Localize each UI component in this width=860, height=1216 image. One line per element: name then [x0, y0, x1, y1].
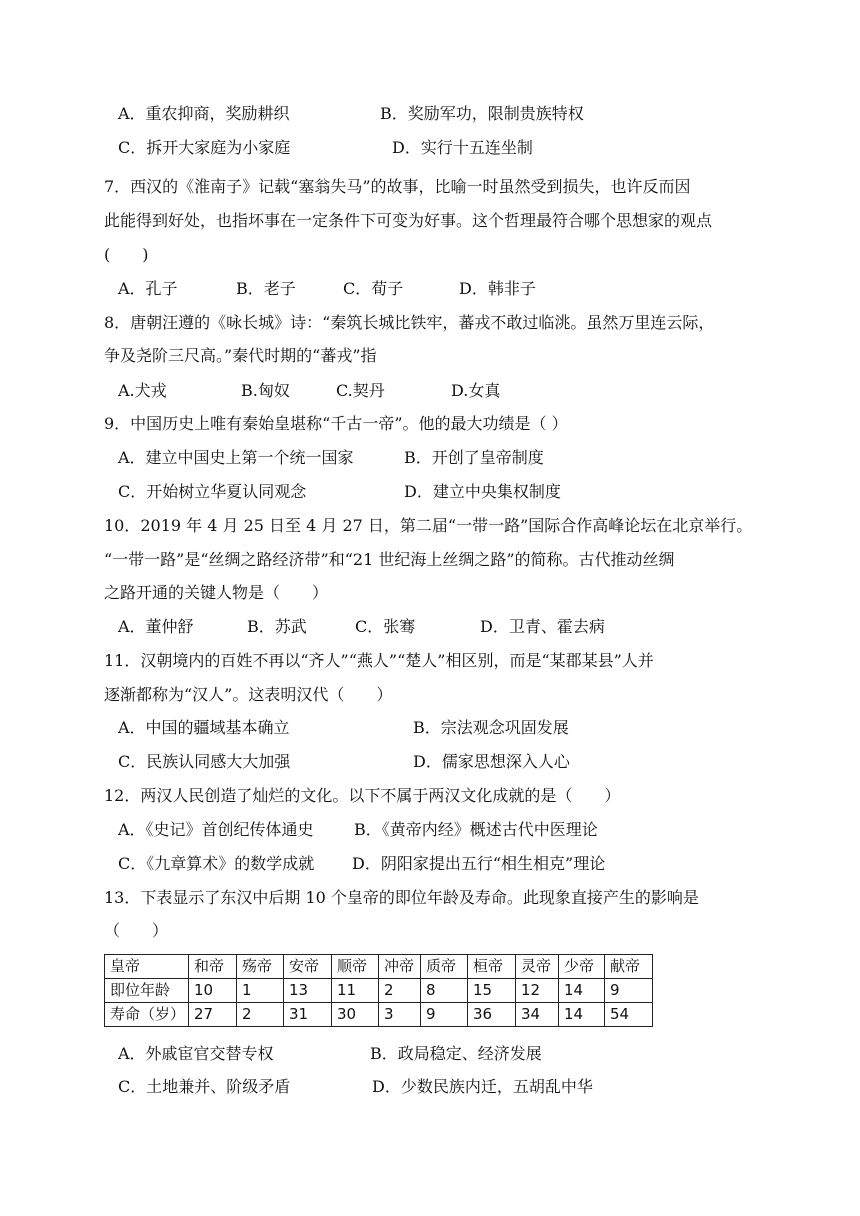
table-row	[105, 1003, 653, 1027]
q10-option-a: A．董仲舒	[118, 617, 194, 636]
q12-option-d: D．阴阳家提出五行“相生相克”理论	[352, 854, 606, 873]
table-cell: 皇帝	[105, 955, 189, 979]
table-cell: 14	[559, 979, 605, 1003]
table-cell: 36	[468, 1003, 516, 1027]
q11-option-a: A．中国的疆域基本确立	[118, 718, 290, 737]
q12-option-c: C．《九章算术》的数学成就	[118, 854, 315, 873]
table-cell: 8	[421, 979, 468, 1003]
q12-stem: 12．两汉人民创造了灿烂的文化。以下不属于两汉文化成就的是（ ）	[104, 786, 621, 805]
q9-option-c: C．开始树立华夏认同观念	[118, 482, 307, 501]
q10-option-d: D．卫青、霍去病	[480, 617, 605, 636]
q9-option-d: D．建立中央集权制度	[404, 482, 561, 501]
q10-stem-line-1: 10．2019 年 4 月 25 日至 4 月 27 日，第二届“一带一路”国际合作高峰论坛在北京举行。	[104, 516, 753, 535]
table-cell: 27	[189, 1003, 237, 1027]
table-header-row	[105, 955, 653, 979]
q9-option-a: A．建立中国史上第一个统一国家	[118, 448, 354, 467]
table-cell: 顺帝	[332, 955, 379, 979]
q6-option-a: A．重农抑商，奖励耕织	[118, 104, 290, 123]
q10-stem-line-2: “一带一路”是“丝绸之路经济带”和“21 世纪海上丝绸之路”的简称。古代推动丝绸	[104, 550, 675, 569]
q12-option-a: A．《史记》首创纪传体通史	[118, 820, 314, 839]
table-cell: 冲帝	[379, 955, 421, 979]
table-cell: 殇帝	[237, 955, 284, 979]
table-cell: 和帝	[189, 955, 237, 979]
table-cell: 9	[421, 1003, 468, 1027]
table-cell: 灵帝	[516, 955, 559, 979]
table-cell: 10	[189, 979, 237, 1003]
q9-stem: 9．中国历史上唯有秦始皇堪称“千古一帝”。他的最大功绩是（ ）	[104, 414, 568, 433]
table-cell: 质帝	[421, 955, 468, 979]
q13-option-d: D．少数民族内迁，五胡乱中华	[372, 1077, 593, 1096]
table-cell: 3	[379, 1003, 421, 1027]
table-cell: 2	[379, 979, 421, 1003]
table-cell: 寿命（岁）	[105, 1003, 189, 1027]
q6-option-d: D．实行十五连坐制	[392, 138, 533, 157]
q10-option-b: B．苏武	[247, 617, 307, 636]
q11-option-b: B．宗法观念巩固发展	[413, 718, 569, 737]
q8-option-a: A.犬戎	[118, 381, 167, 400]
table-cell: 15	[468, 979, 516, 1003]
q8-option-d: D.女真	[451, 381, 501, 400]
q10-option-c: C．张骞	[355, 617, 416, 636]
table-cell: 54	[605, 1003, 653, 1027]
table-cell: 13	[284, 979, 332, 1003]
q12-option-b: B．《黄帝内经》概述古代中医理论	[354, 820, 598, 839]
q7-stem-line-1: 7．西汉的《淮南子》记载“塞翁失马”的故事，比喻一时虽然受到损失，也许反而因	[104, 177, 691, 196]
table-cell: 2	[237, 1003, 284, 1027]
q11-option-d: D．儒家思想深入人心	[413, 752, 570, 771]
q13-stem-line-2: （ ）	[104, 921, 169, 940]
q7-option-b: B．老子	[236, 279, 296, 298]
q7-option-d: D．韩非子	[459, 279, 536, 298]
table-cell: 34	[516, 1003, 559, 1027]
table-cell: 30	[332, 1003, 379, 1027]
q7-stem-line-3: ( )	[104, 245, 149, 264]
q8-stem-line-2: 争及尧阶三尺高。”秦代时期的“蕃戎”指	[104, 346, 377, 365]
table-cell: 9	[605, 979, 653, 1003]
emperor-age-table	[104, 954, 653, 1027]
q8-stem-line-1: 8．唐朝汪遵的《咏长城》诗：“秦筑长城比铁牢，蕃戎不敢过临洮。虽然万里连云际，	[104, 313, 715, 332]
q11-stem-line-2: 逐渐都称为“汉人”。这表明汉代（ ）	[104, 685, 393, 704]
q8-option-b: B.匈奴	[241, 381, 290, 400]
q9-option-b: B．开创了皇帝制度	[404, 448, 544, 467]
q6-option-c: C．拆开大家庭为小家庭	[118, 138, 291, 157]
table-cell: 31	[284, 1003, 332, 1027]
q6-option-b: B．奖励军功，限制贵族特权	[380, 104, 584, 123]
table-row	[105, 979, 653, 1003]
table-cell: 献帝	[605, 955, 653, 979]
q13-option-a: A．外戚宦官交替专权	[118, 1044, 274, 1063]
table-cell: 11	[332, 979, 379, 1003]
table-cell: 安帝	[284, 955, 332, 979]
q7-option-a: A．孔子	[118, 279, 178, 298]
table-cell: 桓帝	[468, 955, 516, 979]
q13-stem-line-1: 13．下表显示了东汉中后期 10 个皇帝的即位年龄及寿命。此现象直接产生的影响是	[104, 888, 699, 907]
q8-option-c: C.契丹	[336, 381, 385, 400]
q13-option-c: C．土地兼并、阶级矛盾	[118, 1077, 291, 1096]
q13-option-b: B．政局稳定、经济发展	[370, 1044, 542, 1063]
q11-option-c: C．民族认同感大大加强	[118, 752, 291, 771]
q7-stem-line-2: 此能得到好处，也指坏事在一定条件下可变为好事。这个哲理最符合哪个思想家的观点	[104, 211, 713, 230]
q10-stem-line-3: 之路开通的关键人物是（ ）	[104, 583, 329, 602]
table-cell: 1	[237, 979, 284, 1003]
table-cell: 14	[559, 1003, 605, 1027]
table-cell: 少帝	[559, 955, 605, 979]
q7-option-c: C．荀子	[343, 279, 404, 298]
table-cell: 即位年龄	[105, 979, 189, 1003]
q11-stem-line-1: 11．汉朝境内的百姓不再以“齐人”“燕人”“楚人”相区别，而是“某郡某县”人并	[104, 651, 654, 670]
table-cell: 12	[516, 979, 559, 1003]
